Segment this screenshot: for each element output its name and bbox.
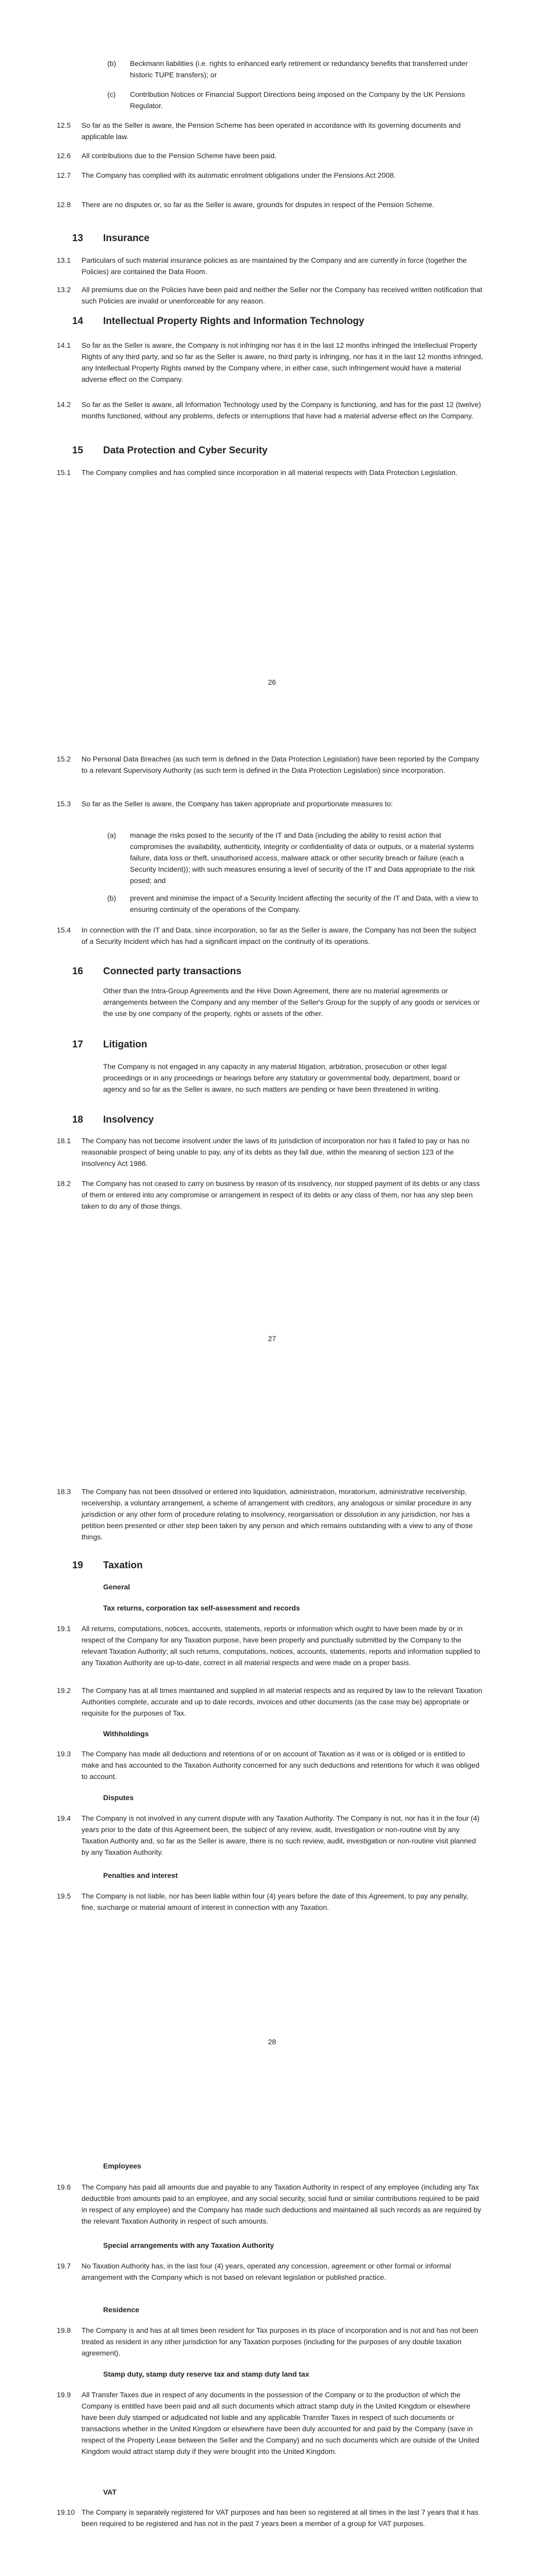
clause-number: 14.2 xyxy=(57,400,71,409)
section-heading: Insolvency xyxy=(103,1114,154,1125)
section-number: 16 xyxy=(72,966,84,977)
clause-text: All returns, computations, notices, accounts, statements, reports or information which ought to have been made by or in respect of the Company for any Taxation purpose, have been properly and punctually submitted by the Company to the relevant Taxation Authority; all such returns, computations, notices, accounts, statements, reports and information supplied to any Taxation Authority are up-to-date, correct in all material respects and were made on a proper basis. xyxy=(81,1624,481,1667)
clause-number: 19.3 xyxy=(57,1750,71,1758)
clause-number: 15.4 xyxy=(57,926,71,934)
clause-text: All contributions due to the Pension Scheme have been paid. xyxy=(81,151,277,160)
clause-text: The Company has not been dissolved or entered into liquidation, administration, moratorium, administrative receivership, receivership, a voluntary arrangement, a scheme of arrangement with creditors, any analogous or similar procedure in any jurisdiction or any other form of procedure relating to insolvency, reorganisation or dissolution in any jurisdiction, nor has a petition been presented or other step been taken by any person and which remains outstanding with a view to any of those things. xyxy=(81,1487,473,1541)
clause-text: All premiums due on the Policies have been paid and neither the Seller nor the Company has received written notification that such Policies are invalid or unenforceable for any reason. xyxy=(81,285,483,305)
page-27 xyxy=(0,703,544,1406)
clause-label: (b) xyxy=(107,894,117,902)
clause-text: In connection with the IT and Data, since incorporation, so far as the Seller is aware, the Company has not been the subject of a Security Incident which has had a significant impact on the continuity of its operations. xyxy=(81,926,476,945)
clause-number: 19.2 xyxy=(57,1686,71,1694)
clause-number: 18.3 xyxy=(57,1487,71,1496)
clause-number: 12.8 xyxy=(57,200,71,209)
clause-number: 19.6 xyxy=(57,2183,71,2191)
subheading: VAT xyxy=(103,2488,117,2496)
clause-text: The Company has complied with its automatic enrolment obligations under the Pensions Act 2008. xyxy=(81,171,396,179)
subheading: Residence xyxy=(103,2306,140,2314)
clause-number: 18.1 xyxy=(57,1137,71,1145)
clause-text: So far as the Seller is aware, the Company is not infringing nor has it in the last 12 months infringed the Intellectual Property Rights of any third party, and so far as the Seller is aware, no third party is infringing, nor has it in the last 12 months infringed, any Intellectual Property Rights owned by the Company where, in either case, such infringement would have a material adverse effect on the Company. xyxy=(81,341,483,383)
clause-number: 13.2 xyxy=(57,285,71,294)
clause-number: 19.8 xyxy=(57,2326,71,2334)
clause-number: 13.1 xyxy=(57,256,71,264)
clause-text: The Company is not involved in any current dispute with any Taxation Authority. The Company is not, nor has it in the four (4) years prior to the date of this Agreement been, the subject of any review, audit, investigation or non-routine visit by any Taxation Authority and, so far as the Seller is aware, there is no such review, audit, investigation or non-routine visit planned by any Taxation Authority. xyxy=(81,1814,480,1856)
section-heading: Intellectual Property Rights and Information Technology xyxy=(103,316,365,327)
clause-text: The Company has made all deductions and retentions of or on account of Taxation as it was or is obliged or is entitled to make and has accounted to the Taxation Authority concerned for any such deductions and retentions for which it was obliged to account. xyxy=(81,1750,480,1781)
clause-text: The Company is not engaged in any capacity in any material litigation, arbitration, prosecution or other legal proceedings or in any proceedings or hearings before any statutory or governmental body, department, board or agency and so far as the Seller is aware, no such matters are pending or have been threatened in writing. xyxy=(103,1062,460,1093)
section-number: 18 xyxy=(72,1114,84,1125)
subheading: Tax returns, corporation tax self-assessment and records xyxy=(103,1604,300,1612)
section-heading: Insurance xyxy=(103,233,150,244)
clause-text: So far as the Seller is aware, the Company has taken appropriate and proportionate measures to: xyxy=(81,800,393,808)
page-28 xyxy=(0,1406,544,2110)
clause-label: (b) xyxy=(107,59,117,67)
section-number: 15 xyxy=(72,445,84,456)
page-number: 27 xyxy=(268,1334,276,1343)
clause-number: 19.5 xyxy=(57,1892,71,1900)
clause-number: 18.2 xyxy=(57,1179,71,1188)
page-29 xyxy=(0,2110,544,2576)
clause-number: 12.5 xyxy=(57,121,71,129)
subheading: Special arrangements with any Taxation Authority xyxy=(103,2241,274,2249)
section-heading: Litigation xyxy=(103,1039,147,1050)
subheading: Employees xyxy=(103,2162,141,2170)
clause-number: 12.7 xyxy=(57,171,71,179)
clause-number: 15.2 xyxy=(57,755,71,763)
clause-text: The Company has at all times maintained and supplied in all material respects and as required by law to the relevant Taxation Authorities complete, accurate and up to date records, invoices and other documents (as the case may be) appropriate or requisite for the purposes of Tax. xyxy=(81,1686,483,1717)
subheading: Disputes xyxy=(103,1793,134,1802)
clause-text: Other than the Intra-Group Agreements and the Hive Down Agreement, there are no material agreements or arrangements between the Company and any member of the Seller's Group for the supply of any goods or services or the use by one company of the property, rights or assets of the other. xyxy=(103,987,480,1018)
page-26 xyxy=(0,0,544,703)
clause-text: The Company has paid all amounts due and payable to any Taxation Authority in respect of any employee (including any Tax deductible from amounts paid to an employee, and any social security, social fund or similar contributions required to be paid in respect of any employee) and the Company has made such deductions and maintained all such records as are required by the relevant Taxation Authority in respect of such amounts. xyxy=(81,2183,482,2225)
section-number: 17 xyxy=(72,1039,84,1050)
subheading: General xyxy=(103,1583,130,1591)
clause-label: (c) xyxy=(107,90,116,98)
clause-label: (a) xyxy=(107,831,117,839)
clause-number: 19.10 xyxy=(57,2508,75,2516)
clause-text: The Company has not ceased to carry on business by reason of its insolvency, nor stopped payment of its debts or any class of them or entered into any compromise or arrangement in respect of its debts or any class of them, nor has any step been taken to do any of those things. xyxy=(81,1179,480,1210)
clause-text: prevent and minimise the impact of a Security Incident affecting the security of the IT and Data, with a view to ensuring continuity of the operations of the Company. xyxy=(130,894,479,913)
section-number: 14 xyxy=(72,316,84,327)
section-heading: Connected party transactions xyxy=(103,966,242,977)
clause-text: There are no disputes or, so far as the Seller is aware, grounds for disputes in respect of the Pension Scheme. xyxy=(81,200,435,209)
clause-number: 19.4 xyxy=(57,1814,71,1822)
page-number: 26 xyxy=(268,678,276,686)
clause-number: 14.1 xyxy=(57,341,71,349)
clause-number: 19.7 xyxy=(57,2262,71,2270)
subheading: Penalties and interest xyxy=(103,1871,178,1879)
clause-text: manage the risks posed to the security of the IT and Data (including the ability to resist action that compromises the availability, authenticity, integrity or confidentiality of data or outputs, or a material systems failure, data loss or theft, unauthorised access, malware attack or other security breach or failure (each a Security Incident)); with such measures ensuring a level of security of the IT and Data appropriate to the risk posed; and xyxy=(130,831,475,885)
clause-text: Contribution Notices or Financial Support Directions being imposed on the Company by the UK Pensions Regulator. xyxy=(130,90,465,110)
section-heading: Data Protection and Cyber Security xyxy=(103,445,268,456)
clause-text: The Company is not liable, nor has been liable within four (4) years before the date of this Agreement, to pay any penalty, fine, surcharge or material amount of interest in connection with any Taxation. xyxy=(81,1892,468,1911)
section-heading: Taxation xyxy=(103,1560,143,1571)
clause-text: No Taxation Authority has, in the last four (4) years, operated any concession, agreement or other formal or informal arrangement with the Company which is not based on relevant legislation or published practice. xyxy=(81,2262,451,2281)
clause-number: 12.6 xyxy=(57,151,71,160)
clause-text: No Personal Data Breaches (as such term is defined in the Data Protection Legislation) have been reported by the Company to a relevant Supervisory Authority (as such term is defined in the Data Protection Legislation) since incorporation. xyxy=(81,755,480,774)
section-number: 13 xyxy=(72,233,84,244)
clause-text: So far as the Seller is aware, all Information Technology used by the Company is functioning, and has for the past 12 (twelve) months functioned, without any problems, defects or interruptions that have had a material adverse effect on the Company. xyxy=(81,400,481,420)
subheading: Withholdings xyxy=(103,1730,149,1738)
page-number: 28 xyxy=(268,2038,276,2046)
clause-text: The Company complies and has complied since incorporation in all material respects with Data Protection Legislation. xyxy=(81,468,458,477)
clause-number: 19.9 xyxy=(57,2391,71,2399)
subheading: Stamp duty, stamp duty reserve tax and stamp duty land tax xyxy=(103,2370,309,2378)
clause-text: All Transfer Taxes due in respect of any documents in the possession of the Company or to the production of which the Company is entitled have been paid and all such documents which attract stamp duty in the United Kingdom or elsewhere have been duly stamped or adjudicated not liable and any applicable Transfer Taxes in respect of such documents or transactions whether in the United Kingdom or elsewhere have been duly accounted for and paid by the Company (save in respect of the Property Lease between the Seller and the Company) and no such documents which are outside of the United Kingdom would attract stamp duty if they were brought into the United Kingdom. xyxy=(81,2391,480,2455)
clause-text: So far as the Seller is aware, the Pension Scheme has been operated in accordance with its governing documents and applicable law. xyxy=(81,121,461,141)
clause-number: 15.1 xyxy=(57,468,71,477)
clause-text: Beckmann liabilities (i.e. rights to enhanced early retirement or redundancy benefits that transferred under historic TUPE transfers); or xyxy=(130,59,468,79)
clause-text: Particulars of such material insurance policies as are maintained by the Company and are currently in force (together the Policies) are contained the Data Room. xyxy=(81,256,467,276)
clause-number: 15.3 xyxy=(57,800,71,808)
section-number: 19 xyxy=(72,1560,84,1571)
clause-text: The Company is separately registered for VAT purposes and has been so registered at all times in the last 7 years that it has been required to be registered and has not in the past 7 years been a member of a group for VAT purposes. xyxy=(81,2508,479,2528)
clause-number: 19.1 xyxy=(57,1624,71,1633)
clause-text: The Company is and has at all times been resident for Tax purposes in its place of incorporation and is not and has not been treated as resident in any other jurisdiction for any Taxation purposes (including for the purposes of any double taxation agreement). xyxy=(81,2326,479,2357)
clause-text: The Company has not become insolvent under the laws of its jurisdiction of incorporation nor has it failed to pay or has no reasonable prospect of being unable to pay, any of its debts as they fall due, within the meaning of section 123 of the Insolvency Act 1986. xyxy=(81,1137,470,1167)
